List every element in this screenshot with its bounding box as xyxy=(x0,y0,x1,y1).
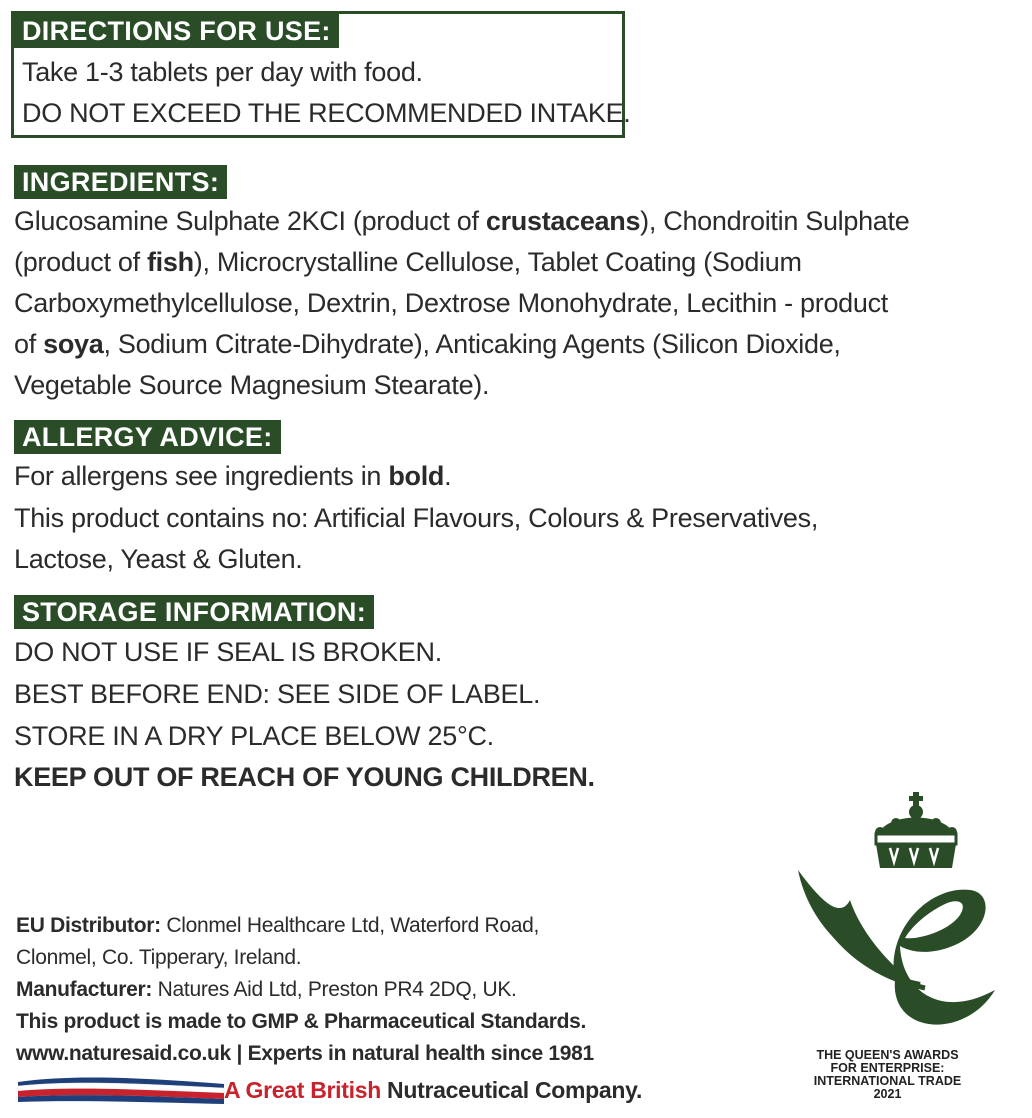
ingredients-line-5: Vegetable Source Magnesium Stearate). xyxy=(14,370,490,400)
tagline: A Great British Nutraceutical Company. xyxy=(224,1077,643,1103)
award-line-1: THE QUEEN'S AWARDS xyxy=(816,1048,959,1062)
storage-line-4: KEEP OUT OF REACH OF YOUNG CHILDREN. xyxy=(14,762,595,792)
storage-heading: STORAGE INFORMATION: xyxy=(14,595,374,629)
ingredients-heading: INGREDIENTS: xyxy=(14,165,227,199)
award-year: 2021 xyxy=(873,1087,902,1101)
directions-line-2: DO NOT EXCEED THE RECOMMENDED INTAKE. xyxy=(22,98,631,128)
directions-heading: DIRECTIONS FOR USE: xyxy=(14,14,339,48)
allergy-line-2: This product contains no: Artificial Flavours, Colours & Preservatives, xyxy=(14,503,819,533)
allergy-heading: ALLERGY ADVICE: xyxy=(14,420,281,454)
directions-line-1: Take 1-3 tablets per day with food. xyxy=(22,57,423,87)
allergy-line-1: For allergens see ingredients in bold. xyxy=(14,461,452,491)
storage-line-1: DO NOT USE IF SEAL IS BROKEN. xyxy=(14,637,442,667)
ingredients-line-4: of soya, Sodium Citrate-Dihydrate), Anticaking Agents (Silicon Dioxide, xyxy=(14,329,841,359)
website-link[interactable]: www.naturesaid.co.uk | Experts in natural health since 1981 xyxy=(16,1042,594,1065)
allergy-line-3: Lactose, Yeast & Gluten. xyxy=(14,544,303,574)
eu-distributor-address: Clonmel, Co. Tipperary, Ireland. xyxy=(16,946,302,969)
award-line-2: FOR ENTERPRISE: xyxy=(830,1061,945,1075)
ingredients-line-3: Carboxymethylcellulose, Dextrin, Dextrose Monohydrate, Lecithin - product xyxy=(14,288,889,318)
ingredients-line-1: Glucosamine Sulphate 2KCI (product of crustaceans), Chondroitin Sulphate xyxy=(14,206,910,236)
union-flag-swoosh-icon xyxy=(16,1072,226,1108)
queens-award-e-icon xyxy=(790,860,1000,1045)
ingredients-line-2: (product of fish), Microcrystalline Cellulose, Tablet Coating (Sodium xyxy=(14,247,802,277)
award-line-3: INTERNATIONAL TRADE xyxy=(813,1074,962,1088)
gmp-statement: This product is made to GMP & Pharmaceutical Standards. xyxy=(16,1010,587,1033)
storage-line-2: BEST BEFORE END: SEE SIDE OF LABEL. xyxy=(14,679,541,709)
storage-line-3: STORE IN A DRY PLACE BELOW 25°C. xyxy=(14,721,494,751)
eu-distributor: EU Distributor: Clonmel Healthcare Ltd, Waterford Road, xyxy=(16,914,540,937)
manufacturer: Manufacturer: Natures Aid Ltd, Preston PR4 2DQ, UK. xyxy=(16,978,517,1001)
